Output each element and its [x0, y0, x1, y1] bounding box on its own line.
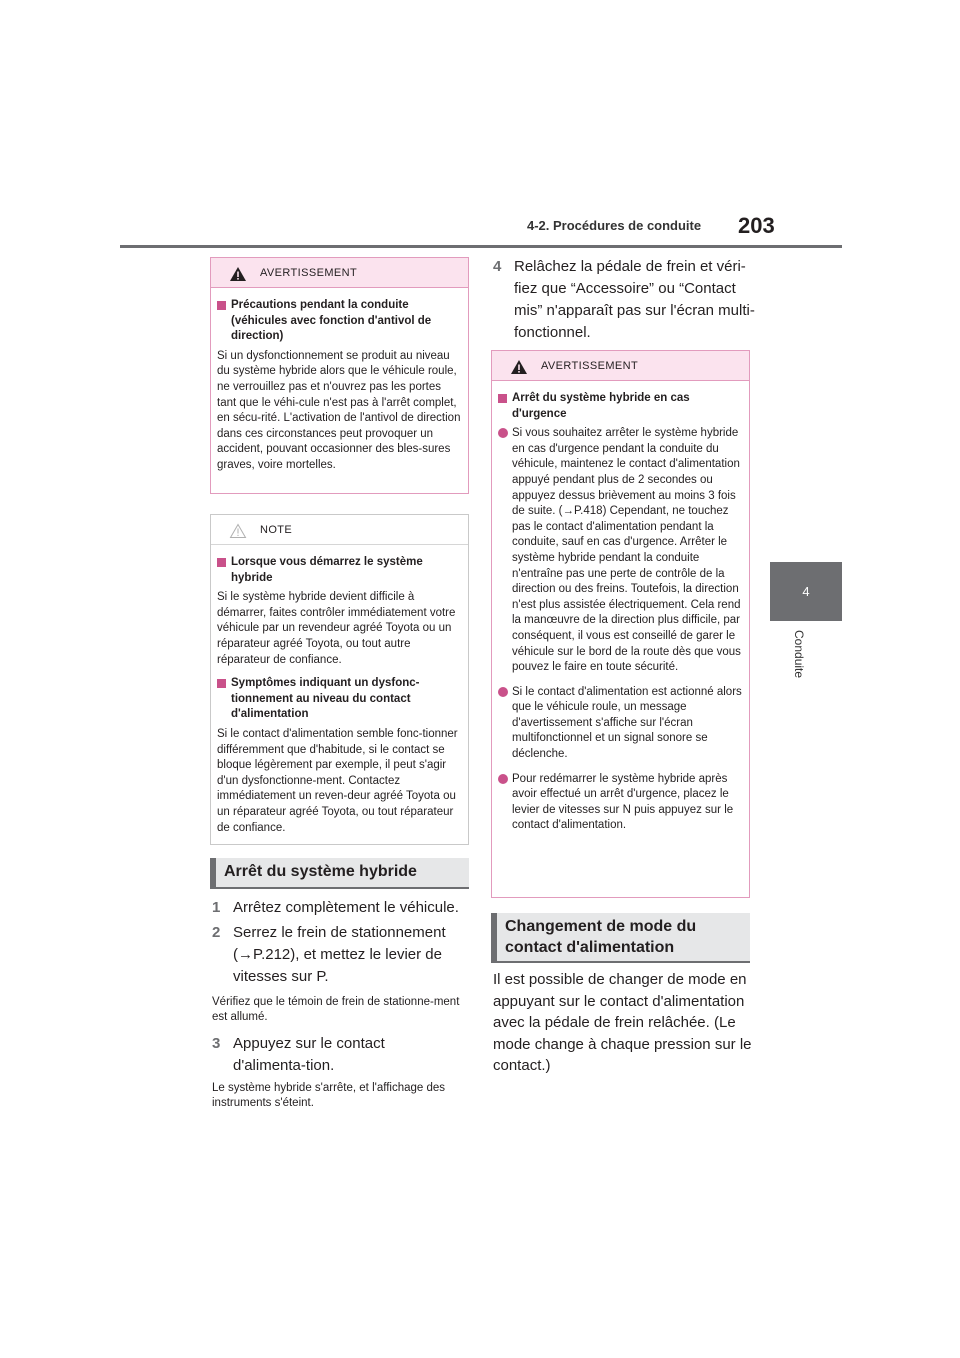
warning-text: Si un dysfonctionnement se produit au niveau du système hybride alors que le véhicule roule, ne verrouillez pas et n'ouvrez pas les portes tant que le véhi-cule n'est pas à l'arrêt complet, en sécu-rité. L'activation de l'antivol de direction dans ces circonstances peut provoquer un accident, pouvant occasionner des bles-sures graves, voire mortelles. — [217, 349, 461, 471]
note-heading-start: Lorsque vous démarrez le système hybride — [217, 555, 462, 586]
note-title: NOTE — [260, 524, 293, 536]
step-number: 2 — [212, 924, 221, 941]
warning-heading: Arrêt du système hybride en cas d'urgence — [498, 391, 743, 422]
note-box-header — [211, 515, 468, 545]
section-title-stop: Arrêt du système hybride — [224, 863, 417, 880]
warning-bullet-while-driving: Si le contact d'alimentation est actionné alors que le véhicule roule, un message d'avertissement s'affiche sur l'écran multifonctionnel et un signal sonore se déclenche. — [498, 685, 743, 763]
chapter-label: Conduite — [792, 630, 806, 679]
section-title-mode: Changement de mode du contact d'alimentation — [505, 918, 697, 956]
step-2-note: Vérifiez que le témoin de frein de stationne-ment est allumé. — [212, 996, 460, 1023]
power-mode-text: Il est possible de changer de mode en appuyant sur le contact d'alimentation avec la pédale de frein relâchée. (Le mode change à chaque pression sur le contact.) — [493, 971, 752, 1074]
step-number: 4 — [493, 258, 502, 275]
step-1 — [212, 897, 470, 919]
step-2 — [212, 922, 457, 988]
step-3 — [212, 1033, 457, 1077]
step-text: Serrez le frein de stationnement (→P.212), et mettez le levier de vitesses sur P. — [233, 924, 446, 985]
note-box — [210, 514, 469, 845]
chapter-number: 4 — [802, 584, 810, 599]
warning-box-header — [492, 351, 749, 381]
warning-heading: Précautions pendant la conduite (véhicules avec fonction d'antivol de direction) — [217, 298, 462, 345]
note-heading-symptoms: Symptômes indiquant un dysfonc-tionnement au niveau du contact d'alimentation — [217, 676, 462, 723]
header-divider — [120, 245, 842, 248]
warning-bullet-emergency-stop: Si vous souhaitez arrêter le système hybride en cas d'urgence pendant la conduite du véhicule, maintenez le contact d'alimentation appuyé pendant plus de 2 secondes ou appuyez dessus brièvement au moins 3 fois de suite. (→P.418) Cependant, ne touchez pas le contact d'alimentation pendant la conduite, sauf en cas d'urgence. Arrêter le système hybride pendant la conduite n'entraîne pas une perte de contrôle de la direction ou des freins. Toutefois, la direction n'est plus assistée électriquement. Cela rend la manœuvre de la direction plus difficile, par conséquent, il vous est conseillé de garer le véhicule sur le bord de la route dès que vous pouvez le faire en toute sécurité. — [498, 426, 743, 676]
chapter-tab — [770, 562, 842, 621]
note-text-symptoms: Si le contact d'alimentation semble fonc-tionner différemment que d'habitude, si le contact se bloque légèrement par exemple, il peut s'agir d'un dysfonctionne-ment. Contactez immédiatement un reven-deur agréé Toyota ou un réparateur agréé Toyota, ou tout réparateur de confiance. — [217, 727, 458, 834]
warning-triangle-icon — [510, 359, 528, 375]
warning-triangle-icon — [229, 266, 247, 282]
caution-triangle-icon — [229, 523, 247, 539]
note-text-start: Si le système hybride devient difficile à démarrer, faites contrôler immédiatement votre véhicule par un revendeur agréé Toyota ou un réparateur agréé Toyota, ou tout autre réparateur de confiance. — [217, 591, 456, 666]
warning-box-emergency-stop — [491, 350, 750, 898]
step-number: 1 — [212, 899, 221, 916]
step-number: 3 — [212, 1035, 221, 1052]
section-title: 4-2. Procédures de conduite — [527, 218, 702, 233]
section-heading-stop-hybrid — [210, 858, 469, 889]
step-3-note: Le système hybride s'arrête, et l'affichage des instruments s'éteint. — [212, 1082, 446, 1109]
section-heading-power-mode — [491, 913, 750, 963]
step-text: Appuyez sur le contact d'alimenta-tion. — [233, 1035, 385, 1074]
step-4 — [493, 256, 755, 344]
warning-title: AVERTISSEMENT — [541, 360, 639, 372]
warning-box-header — [211, 258, 468, 288]
page-number: 203 — [738, 213, 775, 238]
step-text: Arrêtez complètement le véhicule. — [233, 899, 459, 916]
warning-title: AVERTISSEMENT — [260, 267, 358, 279]
warning-box-steering-lock — [210, 257, 469, 494]
step-text: Relâchez la pédale de frein et véri-fiez que “Accessoire” ou “Contact mis” n'apparaît pas sur l'écran multi-fonctionnel. — [514, 258, 755, 341]
warning-bullet-restart: Pour redémarrer le système hybride après avoir effectué un arrêt d'urgence, placez le levier de vitesses sur N puis appuyez sur le contact d'alimentation. — [498, 772, 743, 834]
